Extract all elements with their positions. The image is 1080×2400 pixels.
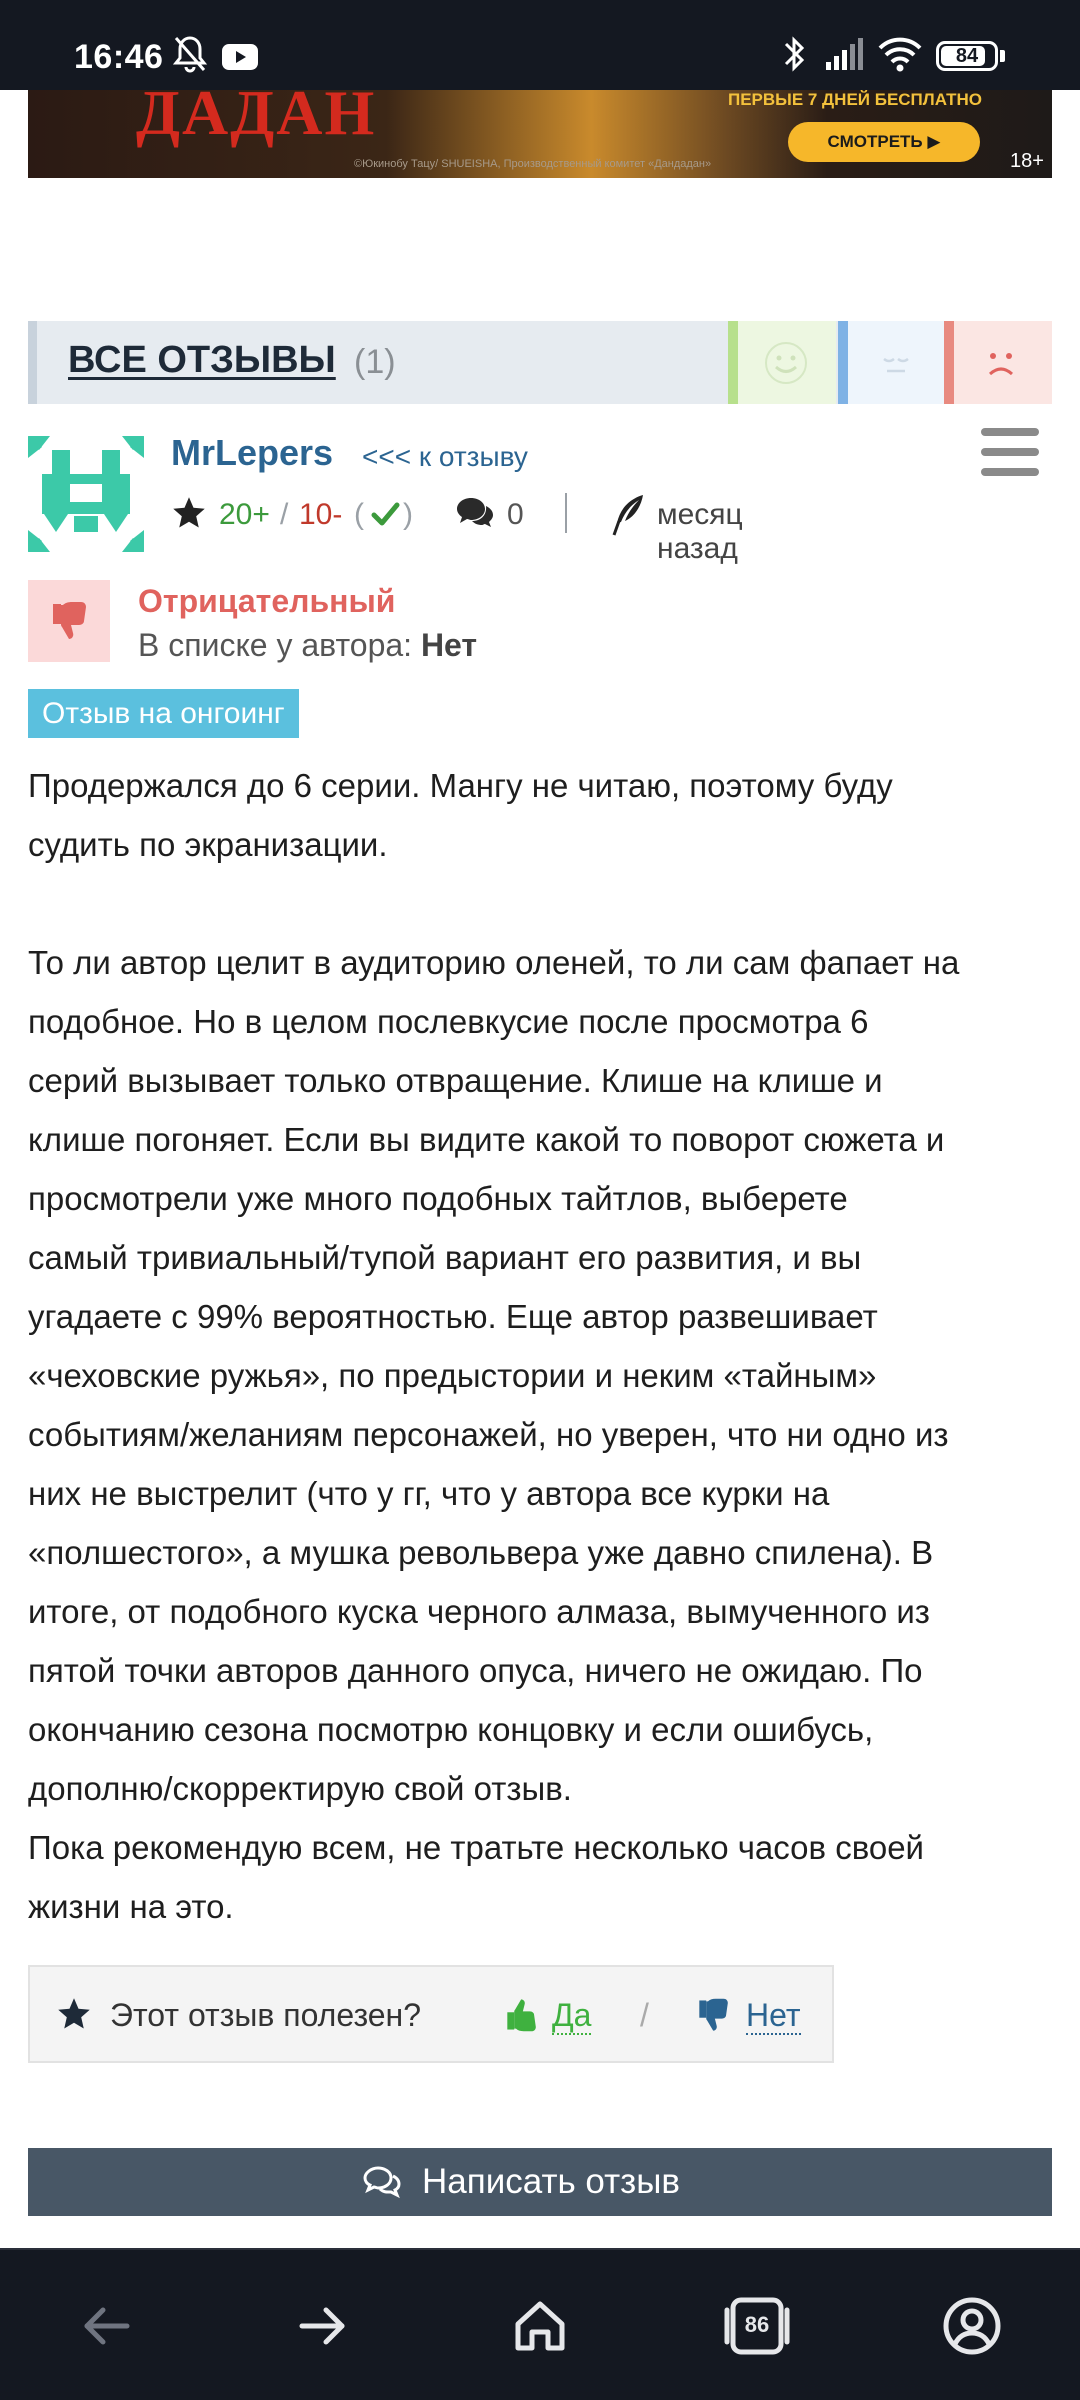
comments-icon[interactable] — [455, 495, 495, 539]
review-menu-button[interactable] — [981, 428, 1039, 476]
comments-icon — [362, 2164, 402, 2209]
rating-negative[interactable]: 10- — [299, 498, 343, 531]
ongoing-review-tag: Отзыв на онгоинг — [28, 689, 299, 738]
back-icon[interactable] — [75, 2294, 139, 2358]
in-list-value: Нет — [420, 627, 478, 663]
rating-close-paren: ) — [403, 498, 413, 531]
neutral-face-icon — [874, 341, 918, 390]
ad-age-rating: 18+ — [1010, 150, 1044, 172]
quill-icon — [611, 493, 645, 545]
helpful-no-link[interactable]: Нет — [746, 1997, 801, 2033]
ad-copyright: ©Юкинобу Тацу/ SHUEISHA, Производственный комитет «Дандадан» — [354, 158, 712, 170]
home-icon[interactable] — [508, 2294, 572, 2358]
review-time-ago: месяц назад — [657, 498, 743, 565]
all-reviews-link[interactable]: ВСЕ ОТЗЫВЫ — [68, 339, 336, 381]
rating-separator: / — [280, 498, 289, 531]
reviews-section-header — [28, 321, 1052, 404]
tabs-icon[interactable] — [724, 2294, 788, 2358]
thumbs-down-icon — [50, 600, 90, 649]
helpful-yes-link[interactable]: Да — [552, 1997, 592, 2033]
in-list-status — [138, 627, 477, 664]
smile-face-icon — [764, 341, 808, 390]
helpful-question: Этот отзыв полезен? — [110, 1997, 422, 2033]
ad-logo: ДАДАН — [136, 90, 377, 148]
bell-off-icon — [172, 34, 208, 79]
filter-negative[interactable] — [944, 321, 1052, 404]
star-icon — [171, 495, 207, 539]
battery-level: 84 — [955, 45, 979, 67]
helpful-vote-box — [28, 1965, 834, 2063]
check-icon — [369, 498, 401, 538]
write-review-button[interactable] — [28, 2148, 1052, 2216]
tabs-count: 86 — [744, 2312, 770, 2337]
author-name-link[interactable]: MrLepers — [171, 432, 334, 473]
rating-open-paren: ( — [354, 498, 364, 531]
rating-positive[interactable]: 20+ — [219, 498, 270, 531]
wifi-icon — [878, 34, 922, 79]
reviews-count: (1) — [354, 343, 396, 381]
thumbs-down-icon[interactable] — [696, 1997, 732, 2043]
avatar[interactable] — [28, 436, 144, 552]
star-icon — [56, 1996, 92, 2040]
helpful-separator: / — [640, 1997, 649, 2033]
forward-icon[interactable] — [290, 2294, 354, 2358]
sad-face-icon — [978, 339, 1024, 390]
ad-banner[interactable] — [28, 90, 1052, 178]
verdict-label: Отрицательный — [138, 583, 396, 619]
filter-neutral[interactable] — [838, 321, 946, 404]
review-text: Продержался до 6 серии. Мангу не читаю, поэтому буду судить по экранизации. То ли автор целит в аудиторию оленей, то ли сам фапает на подобное. Но в целом послевкусие после просмотра 6 серий вызывает только отвращение. Клише на клише и клише погоняет. Если вы видите какой то поворот сюжета и просмотрели уже много подобных тайтлов, выберете самый тривиальный/тупой вариант его развития, и вы угадаете с 99% вероятностью. Еще автор развешивает «чеховские ружья», по предыстории и неким «тайным» событиям/желаниям персонажей, но уверен, что ни одно из них не выстрелит (что у гг, что у автора все курки на «полшестого», а мушка револьвера уже давно спилена). В итоге, от подобного куска черного алмаза, вымученного из пятой точки авторов данного опуса, ничего не ожидаю. По окончанию сезона посмотрю концовку и если ошибусь, дополню/скорректирую свой отзыв. Пока рекомендую всем, не тратьте несколько часов своей жизни на это. — [28, 767, 960, 1925]
comments-count: 0 — [507, 498, 524, 531]
meta-divider — [565, 493, 567, 533]
signal-icon — [824, 34, 864, 79]
to-review-link[interactable]: <<< к отзыву — [362, 441, 528, 472]
filter-positive[interactable] — [728, 321, 836, 404]
in-list-label: В списке у автора: — [138, 627, 421, 663]
verdict-badge — [28, 580, 110, 662]
account-icon[interactable] — [940, 2294, 1004, 2358]
section-accent-bar — [28, 321, 37, 404]
youtube-icon — [222, 44, 258, 75]
status-bar — [0, 0, 1080, 90]
bottom-navigation — [0, 2248, 1080, 2400]
ad-watch-button[interactable]: СМОТРЕТЬ ▶ — [788, 122, 980, 162]
status-time: 16:46 — [74, 38, 164, 76]
ad-promo-text: ПЕРВЫЕ 7 ДНЕЙ БЕСПЛАТНО — [728, 90, 983, 109]
battery-icon — [936, 41, 998, 71]
bluetooth-icon — [780, 34, 808, 79]
thumbs-up-icon[interactable] — [504, 1995, 540, 2041]
write-review-label: Написать отзыв — [422, 2162, 680, 2201]
